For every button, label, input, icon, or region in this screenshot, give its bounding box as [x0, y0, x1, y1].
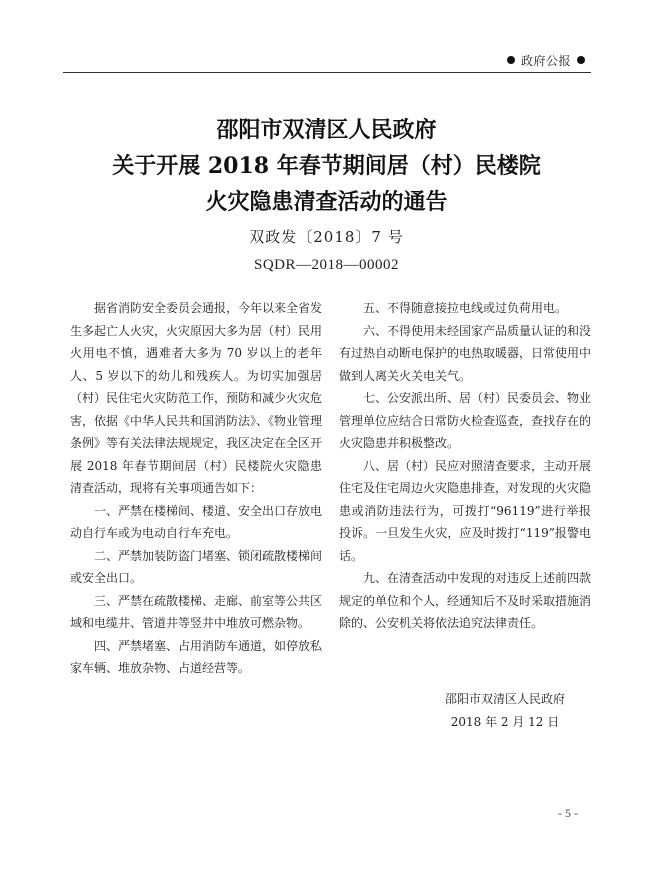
paragraph: 八、居（村）民应对照清查要求，主动开展住宅及住宅周边火灾隐患排查，对发现的火灾隐患或消防违法行为，可拨打“96119”进行举报投诉。一旦发生火灾，应及时拨打“119”报警电话。	[339, 458, 592, 563]
bullet-icon	[577, 56, 585, 64]
paragraph: 一、严禁在楼梯间、楼道、安全出口存放电动自行车或为电动自行车充电。	[70, 503, 323, 540]
paragraph: 五、不得随意接拉电线或过负荷用电。	[363, 301, 568, 315]
page-number: - 5 -	[558, 806, 578, 820]
issue-date: 2018 年 2 月 12 日	[450, 715, 560, 729]
page-header	[63, 48, 591, 74]
paragraph: 二、严禁加装防盗门堵塞、锁闭疏散楼梯间或安全出口。	[70, 548, 323, 585]
gazette-header-label	[501, 52, 591, 69]
header-divider	[63, 72, 591, 73]
title-line-1: 邵阳市双清区人民政府	[216, 117, 437, 143]
issuing-organization: 邵阳市双清区人民政府	[444, 692, 565, 706]
left-column	[70, 297, 322, 680]
paragraph: 据省消防安全委员会通报，今年以来全省发生多起亡人火灾，火灾原因大多为居（村）民用火用电不慎，遇难者大多为 70 岁以上的老年人、5 岁以下的幼儿和残疾人。为切实加强居（村）民住宅火灾防范工作，预防和减少火灾危害，依据《中华人民共和国消防法》、《物业管理条例》等有关法律法规规定，我区决定在全区开展 2018 年春节期间居（村）民楼院火灾隐患清查活动，现将有关事项通告如下：	[70, 301, 323, 495]
title-line-2: 关于开展 2018 年春节期间居（村）民楼院	[112, 153, 541, 179]
document-title	[0, 112, 653, 220]
paragraph: 六、不得使用未经国家产品质量认证的和没有过热自动断电保护的电热取暖器，日常使用中做到人离关火关电关气。	[339, 323, 592, 383]
bullet-icon	[507, 56, 515, 64]
serial-number: SQDR—2018—00002	[253, 257, 399, 273]
paragraph: 三、严禁在疏散楼梯、走廊、前室等公共区域和电缆井、管道井等竖井中堆放可燃杂物。	[70, 593, 323, 630]
paragraph: 九、在清查活动中发现的对违反上述前四款规定的单位和个人，经通知后不及时采取措施消除的、公安机关将依法追究法律责任。	[339, 571, 592, 630]
signature-block	[420, 688, 590, 734]
paragraph: 七、公安派出所、居（村）民委员会、物业管理单位应结合日常防火检查巡查，查找存在的火灾隐患并积极整改。	[339, 391, 592, 450]
title-line-3: 火灾隐患清查活动的通告	[205, 189, 448, 215]
right-column	[339, 297, 591, 635]
paragraph: 四、严禁堵塞、占用消防车通道，如停放私家车辆、堆放杂物、占道经营等。	[70, 638, 323, 675]
document-number: 双政发〔2018〕7 号	[249, 228, 404, 246]
gazette-name: 政府公报	[520, 54, 571, 68]
